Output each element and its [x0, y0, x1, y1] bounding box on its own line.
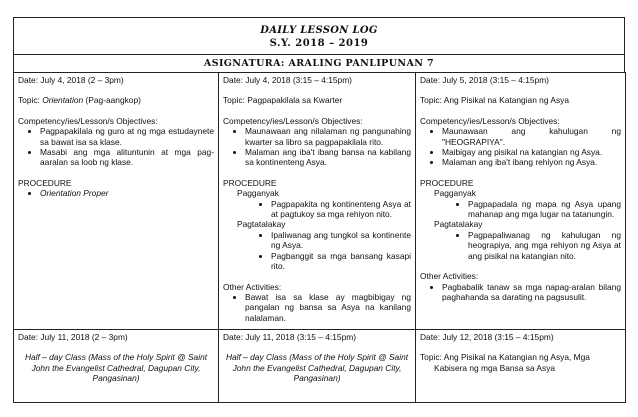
subject-heading: ASIGNATURA: ARALING PANLIPUNAN 7	[13, 54, 625, 72]
other-activities-list	[223, 292, 411, 323]
pagtatalakay-label: Pagtatalakay	[434, 219, 483, 230]
day3-cell	[416, 73, 626, 330]
objectives-list	[420, 126, 621, 168]
document-title-block	[13, 17, 625, 54]
date-text: Date: July 12, 2018 (3:15 – 4:15pm)	[420, 332, 554, 342]
procedure-label: PROCEDURE	[223, 177, 277, 188]
half-day-note: Half – day Class (Mass of the Holy Spirit @ Saint John the Evangelist Cathedral, Dagupan City, Pangasinan)	[24, 352, 208, 384]
topic-text: Topic: Orientation (Pag-aangkop)	[18, 95, 141, 106]
topic-text: Topic: Ang Pisikal na Katangian ng Asya, Mga Kabisera ng mga Bansa sa Asya	[420, 352, 590, 373]
list-item: • Pagpapakilala ng guro at ng mga estudaynete sa bawat isa sa klase.	[40, 126, 214, 147]
objectives-list	[223, 126, 411, 168]
list-item: • Orientation Proper	[40, 188, 214, 198]
table-row	[14, 73, 626, 330]
school-year: S.Y. 2018 – 2019	[269, 38, 369, 49]
procedure-label: PROCEDURE	[420, 177, 474, 188]
list-item: • Malaman ang iba't ibang rehiyon ng Asya.	[442, 157, 621, 167]
procedure-label: PROCEDURE	[18, 177, 72, 188]
topic-text: Topic: Ang Pisikal na Katangian ng Asya	[420, 95, 569, 106]
pagtatalakay-label: Pagtatalakay	[237, 219, 286, 230]
list-item: • Maibigay ang pisikal na katangian ng Asya.	[442, 147, 621, 157]
other-activities-list	[420, 282, 621, 303]
other-activities-label: Other Activities:	[420, 271, 479, 282]
list-item: • Pagbanggit sa mga bansang kasapi rito.	[271, 251, 411, 272]
pagganyak-list	[420, 199, 621, 220]
day4-cell	[14, 330, 219, 403]
list-item: • Pagpapakita ng kontinenteng Asya at at pagtukoy sa mga rehiyon nito.	[271, 199, 411, 220]
pagganyak-label: Pagganyak	[434, 188, 476, 199]
other-activities-label: Other Activities:	[223, 281, 282, 292]
date-text: Date: July 11, 2018 (3:15 – 4:15pm)	[223, 332, 356, 342]
day1-cell	[14, 73, 219, 330]
objectives-label: Competency/ies/Lesson/s Objectives:	[223, 115, 363, 126]
list-item: • Pagbabalik tanaw sa mga napag-aralan bilang paghahanda sa darating na pagsusulit.	[442, 282, 621, 303]
objectives-list	[18, 126, 214, 168]
lesson-table	[13, 72, 626, 403]
list-item: • Pagpapaliwanag ng kahulugan ng heograpiya, ang mga rehiyon ng Asya at ang pisikal na katangian nito.	[468, 230, 621, 261]
day5-cell	[219, 330, 416, 403]
objectives-label: Competency/ies/Lesson/s Objectives:	[420, 115, 560, 126]
list-item: • Pagpapadala ng mapa ng Asya upang mahanap ang mga lugar na tatanungin.	[468, 199, 621, 220]
date-text: Date: July 4, 2018 (2 – 3pm)	[18, 75, 124, 85]
pagganyak-label: Pagganyak	[237, 188, 279, 199]
pagtatalakay-list	[223, 230, 411, 272]
document-title: DAILY LESSON LOG	[260, 25, 378, 36]
date-text: Date: July 11, 2018 (2 – 3pm)	[18, 332, 128, 342]
lesson-log-document	[13, 17, 625, 403]
procedure-list	[18, 188, 214, 198]
date-text: Date: July 5, 2018 (3:15 – 4:15pm)	[420, 75, 549, 85]
list-item: • Malaman ang iba't ibang bansa na kabilang sa kontinenteng Asya.	[245, 147, 411, 168]
pagganyak-list	[223, 199, 411, 220]
topic-text: Topic: Pagpapakilala sa Kwarter	[223, 95, 343, 106]
list-item: • Masabi ang mga alituntunin at mga pag-aaralan sa loob ng klase.	[40, 147, 214, 168]
list-item: • Maunawaan ang nilalaman ng pangunahing kwarter sa libro sa pagpapakilala rito.	[245, 126, 411, 147]
list-item: • Ipaliwanag ang tungkol sa kontinente ng Asya.	[271, 230, 411, 251]
day2-cell	[219, 73, 416, 330]
list-item: • Bawat isa sa klase ay magbibigay ng pangalan ng bansa sa Asya na kanilang nalalaman.	[245, 292, 411, 323]
objectives-label: Competency/ies/Lesson/s Objectives:	[18, 115, 158, 126]
table-row	[14, 330, 626, 403]
list-item: • Maunawaan ang kahulugan ng "HEOGRAPIYA".	[442, 126, 621, 147]
date-text: Date: July 4, 2018 (3:15 – 4:15pm)	[223, 75, 352, 85]
half-day-note: Half – day Class (Mass of the Holy Spirit @ Saint John the Evangelist Cathedral, Dagupan City, Pangasinan)	[225, 352, 409, 384]
pagtatalakay-list	[420, 230, 621, 261]
day6-cell	[416, 330, 626, 403]
